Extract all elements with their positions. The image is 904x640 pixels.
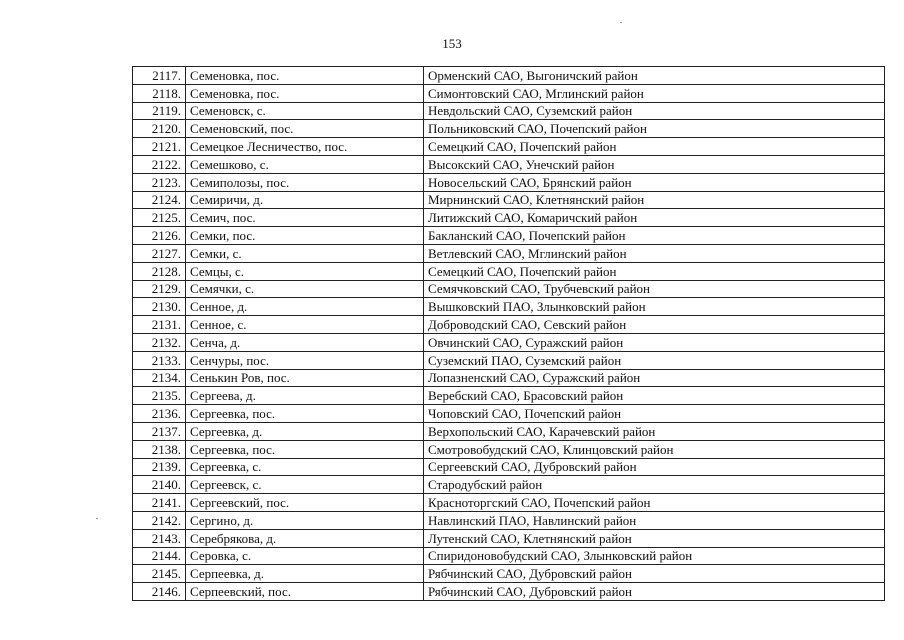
district-cell: Верхопольский САО, Карачевский район bbox=[424, 422, 885, 440]
row-number-cell: 2143. bbox=[133, 529, 186, 547]
settlement-name-cell: Сенчуры, пос. bbox=[186, 351, 424, 369]
settlements-table-body bbox=[133, 67, 885, 601]
district-cell: Невдольский САО, Суземский район bbox=[424, 102, 885, 120]
settlement-name-cell: Семиричи, д. bbox=[186, 191, 424, 209]
row-number-cell: 2130. bbox=[133, 298, 186, 316]
settlement-name-cell: Сергеевка, пос. bbox=[186, 440, 424, 458]
table-row bbox=[133, 173, 885, 191]
row-number-cell: 2122. bbox=[133, 155, 186, 173]
settlement-name-cell: Сергеевск, с. bbox=[186, 476, 424, 494]
district-cell: Семецкий САО, Почепский район bbox=[424, 262, 885, 280]
table-row bbox=[133, 440, 885, 458]
scan-speck bbox=[96, 518, 98, 519]
table-row bbox=[133, 422, 885, 440]
row-number-cell: 2141. bbox=[133, 494, 186, 512]
settlement-name-cell: Сергеевка, с. bbox=[186, 458, 424, 476]
settlement-name-cell: Семич, пос. bbox=[186, 209, 424, 227]
row-number-cell: 2126. bbox=[133, 227, 186, 245]
district-cell: Орменский САО, Выгоничский район bbox=[424, 67, 885, 85]
settlement-name-cell: Семки, с. bbox=[186, 244, 424, 262]
row-number-cell: 2118. bbox=[133, 84, 186, 102]
settlement-name-cell: Сергеевский, пос. bbox=[186, 494, 424, 512]
district-cell: Рябчинский САО, Дубровский район bbox=[424, 583, 885, 601]
table-row bbox=[133, 547, 885, 565]
row-number-cell: 2129. bbox=[133, 280, 186, 298]
table-row bbox=[133, 262, 885, 280]
settlement-name-cell: Семеновка, пос. bbox=[186, 84, 424, 102]
district-cell: Симонтовский САО, Мглинский район bbox=[424, 84, 885, 102]
table-row bbox=[133, 138, 885, 156]
row-number-cell: 2144. bbox=[133, 547, 186, 565]
settlement-name-cell: Семеновский, пос. bbox=[186, 120, 424, 138]
table-row bbox=[133, 209, 885, 227]
settlement-name-cell: Семешково, с. bbox=[186, 155, 424, 173]
table-row bbox=[133, 191, 885, 209]
table-row bbox=[133, 529, 885, 547]
settlement-name-cell: Семецкое Лесничество, пос. bbox=[186, 138, 424, 156]
district-cell: Семецкий САО, Почепский район bbox=[424, 138, 885, 156]
table-row bbox=[133, 280, 885, 298]
table-row bbox=[133, 583, 885, 601]
district-cell: Овчинский САО, Суражский район bbox=[424, 333, 885, 351]
row-number-cell: 2131. bbox=[133, 316, 186, 334]
settlement-name-cell: Серпеевка, д. bbox=[186, 565, 424, 583]
settlement-name-cell: Сенное, с. bbox=[186, 316, 424, 334]
row-number-cell: 2119. bbox=[133, 102, 186, 120]
table-row bbox=[133, 316, 885, 334]
settlement-name-cell: Серпеевский, пос. bbox=[186, 583, 424, 601]
district-cell: Доброводский САО, Севский район bbox=[424, 316, 885, 334]
district-cell: Новосельский САО, Брянский район bbox=[424, 173, 885, 191]
row-number-cell: 2138. bbox=[133, 440, 186, 458]
row-number-cell: 2137. bbox=[133, 422, 186, 440]
settlement-name-cell: Сергино, д. bbox=[186, 511, 424, 529]
settlement-name-cell: Семеновск, с. bbox=[186, 102, 424, 120]
page-number: 153 bbox=[442, 36, 462, 51]
district-cell: Семячковский САО, Трубчевский район bbox=[424, 280, 885, 298]
settlement-name-cell: Семеновка, пос. bbox=[186, 67, 424, 85]
row-number-cell: 2142. bbox=[133, 511, 186, 529]
table-row bbox=[133, 494, 885, 512]
scan-speck bbox=[620, 22, 622, 23]
row-number-cell: 2146. bbox=[133, 583, 186, 601]
row-number-cell: 2140. bbox=[133, 476, 186, 494]
row-number-cell: 2124. bbox=[133, 191, 186, 209]
row-number-cell: 2136. bbox=[133, 405, 186, 423]
district-cell: Мирнинский САО, Клетнянский район bbox=[424, 191, 885, 209]
settlement-name-cell: Сергеева, д. bbox=[186, 387, 424, 405]
district-cell: Лутенский САО, Клетнянский район bbox=[424, 529, 885, 547]
district-cell: Лопазненский САО, Суражский район bbox=[424, 369, 885, 387]
district-cell: Суземский ПАО, Суземский район bbox=[424, 351, 885, 369]
settlement-name-cell: Сергеевка, пос. bbox=[186, 405, 424, 423]
row-number-cell: 2139. bbox=[133, 458, 186, 476]
row-number-cell: 2117. bbox=[133, 67, 186, 85]
row-number-cell: 2121. bbox=[133, 138, 186, 156]
table-row bbox=[133, 387, 885, 405]
table-row bbox=[133, 120, 885, 138]
settlement-name-cell: Сергеевка, д. bbox=[186, 422, 424, 440]
district-cell: Высокский САО, Унечский район bbox=[424, 155, 885, 173]
table-row bbox=[133, 405, 885, 423]
settlements-table bbox=[132, 66, 885, 601]
district-cell: Навлинский ПАО, Навлинский район bbox=[424, 511, 885, 529]
table-row bbox=[133, 458, 885, 476]
table-row bbox=[133, 67, 885, 85]
district-cell: Польниковский САО, Почепский район bbox=[424, 120, 885, 138]
row-number-cell: 2125. bbox=[133, 209, 186, 227]
settlement-name-cell: Сенча, д. bbox=[186, 333, 424, 351]
district-cell: Спиридоновобудский САО, Злынковский район bbox=[424, 547, 885, 565]
table-row bbox=[133, 333, 885, 351]
table-row bbox=[133, 227, 885, 245]
settlement-name-cell: Серебрякова, д. bbox=[186, 529, 424, 547]
table-row bbox=[133, 369, 885, 387]
district-cell: Веребский САО, Брасовский район bbox=[424, 387, 885, 405]
district-cell: Стародубский район bbox=[424, 476, 885, 494]
district-cell: Ветлевский САО, Мглинский район bbox=[424, 244, 885, 262]
district-cell: Чоповский САО, Почепский район bbox=[424, 405, 885, 423]
row-number-cell: 2134. bbox=[133, 369, 186, 387]
row-number-cell: 2127. bbox=[133, 244, 186, 262]
table-row bbox=[133, 155, 885, 173]
settlement-name-cell: Сенное, д. bbox=[186, 298, 424, 316]
district-cell: Смотровобудский САО, Клинцовский район bbox=[424, 440, 885, 458]
table-row bbox=[133, 84, 885, 102]
table-row bbox=[133, 102, 885, 120]
table-row bbox=[133, 298, 885, 316]
district-cell: Бакланский САО, Почепский район bbox=[424, 227, 885, 245]
table-row bbox=[133, 351, 885, 369]
table-row bbox=[133, 511, 885, 529]
district-cell: Сергеевский САО, Дубровский район bbox=[424, 458, 885, 476]
row-number-cell: 2145. bbox=[133, 565, 186, 583]
settlement-name-cell: Серовка, с. bbox=[186, 547, 424, 565]
row-number-cell: 2128. bbox=[133, 262, 186, 280]
row-number-cell: 2133. bbox=[133, 351, 186, 369]
row-number-cell: 2135. bbox=[133, 387, 186, 405]
settlement-name-cell: Сенькин Ров, пос. bbox=[186, 369, 424, 387]
table-row bbox=[133, 244, 885, 262]
settlement-name-cell: Семиполозы, пос. bbox=[186, 173, 424, 191]
district-cell: Литижский САО, Комаричский район bbox=[424, 209, 885, 227]
row-number-cell: 2123. bbox=[133, 173, 186, 191]
table-row bbox=[133, 565, 885, 583]
table-row bbox=[133, 476, 885, 494]
district-cell: Красноторгский САО, Почепский район bbox=[424, 494, 885, 512]
district-cell: Рябчинский САО, Дубровский район bbox=[424, 565, 885, 583]
settlement-name-cell: Семки, пос. bbox=[186, 227, 424, 245]
settlement-name-cell: Семцы, с. bbox=[186, 262, 424, 280]
row-number-cell: 2120. bbox=[133, 120, 186, 138]
settlement-name-cell: Семячки, с. bbox=[186, 280, 424, 298]
row-number-cell: 2132. bbox=[133, 333, 186, 351]
district-cell: Вышковский ПАО, Злынковский район bbox=[424, 298, 885, 316]
